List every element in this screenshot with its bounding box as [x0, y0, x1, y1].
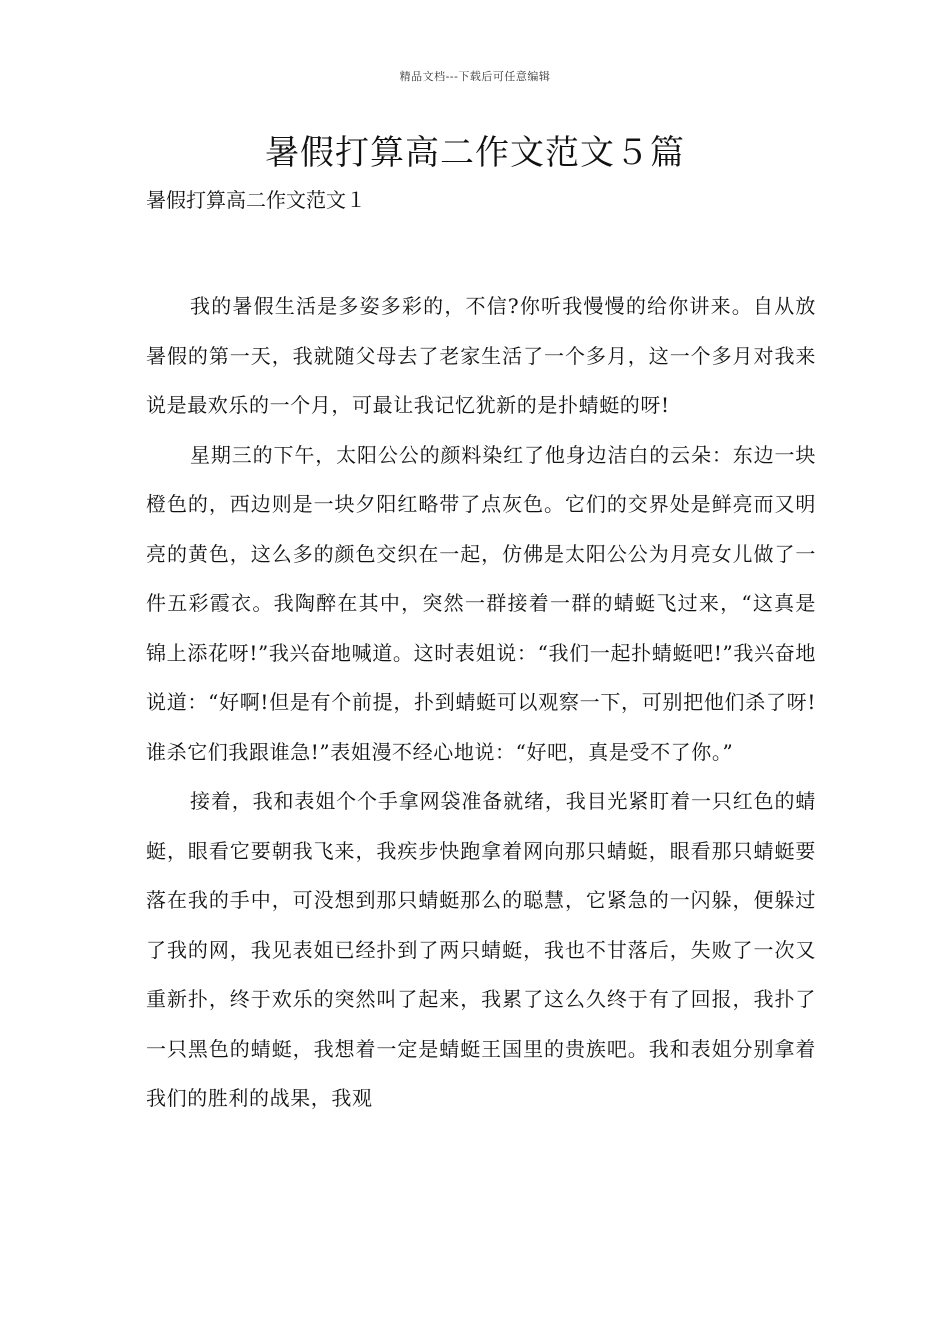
- paragraph: 星期三的下午，太阳公公的颜料染红了他身边洁白的云朵：东边一块橙色的，西边则是一块夕阳红略带了点灰色。它们的交界处是鲜亮而又明亮的黄色，这么多的颜色交织在一起，仿佛是太阳公公为月亮女儿做了一件五彩霞衣。我陶醉在其中，突然一群接着一群的蜻蜓飞过来，“这真是锦上添花呀!”我兴奋地喊道。这时表姐说：“我们一起扑蜻蜓吧!”我兴奋地说道：“好啊!但是有个前提，扑到蜻蜓可以观察一下，可别把他们杀了呀!谁杀它们我跟谁急!”表姐漫不经心地说：“好吧，真是受不了你。”: [146, 442, 816, 764]
- essay-body: [146, 282, 816, 1124]
- essay-subtitle: 暑假打算高二作文范文１: [146, 188, 366, 212]
- paragraph: 接着，我和表姐个个手拿网袋准备就绪，我目光紧盯着一只红色的蜻蜓，眼看它要朝我飞来，我疾步快跑拿着网向那只蜻蜓，眼看那只蜻蜓要落在我的手中，可没想到那只蜻蜓那么的聪慧，它紧急的一闪躲，便躲过了我的网，我见表姐已经扑到了两只蜻蜓，我也不甘落后，失败了一次又重新扑，终于欢乐的突然叫了起来，我累了这么久终于有了回报，我扑了一只黑色的蜻蜓，我想着一定是蜻蜓王国里的贵族吧。我和表姐分别拿着我们的胜利的战果，我观: [146, 789, 816, 1110]
- paragraph: 我的暑假生活是多姿多彩的，不信?你听我慢慢的给你讲来。自从放暑假的第一天，我就随父母去了老家生活了一个多月，这一个多月对我来说是最欢乐的一个月，可最让我记忆犹新的是扑蜻蜓的呀!: [146, 294, 816, 417]
- header-note: 精品文档---下载后可任意编辑: [399, 70, 551, 83]
- page-title: 暑假打算高二作文范文５篇: [265, 133, 685, 173]
